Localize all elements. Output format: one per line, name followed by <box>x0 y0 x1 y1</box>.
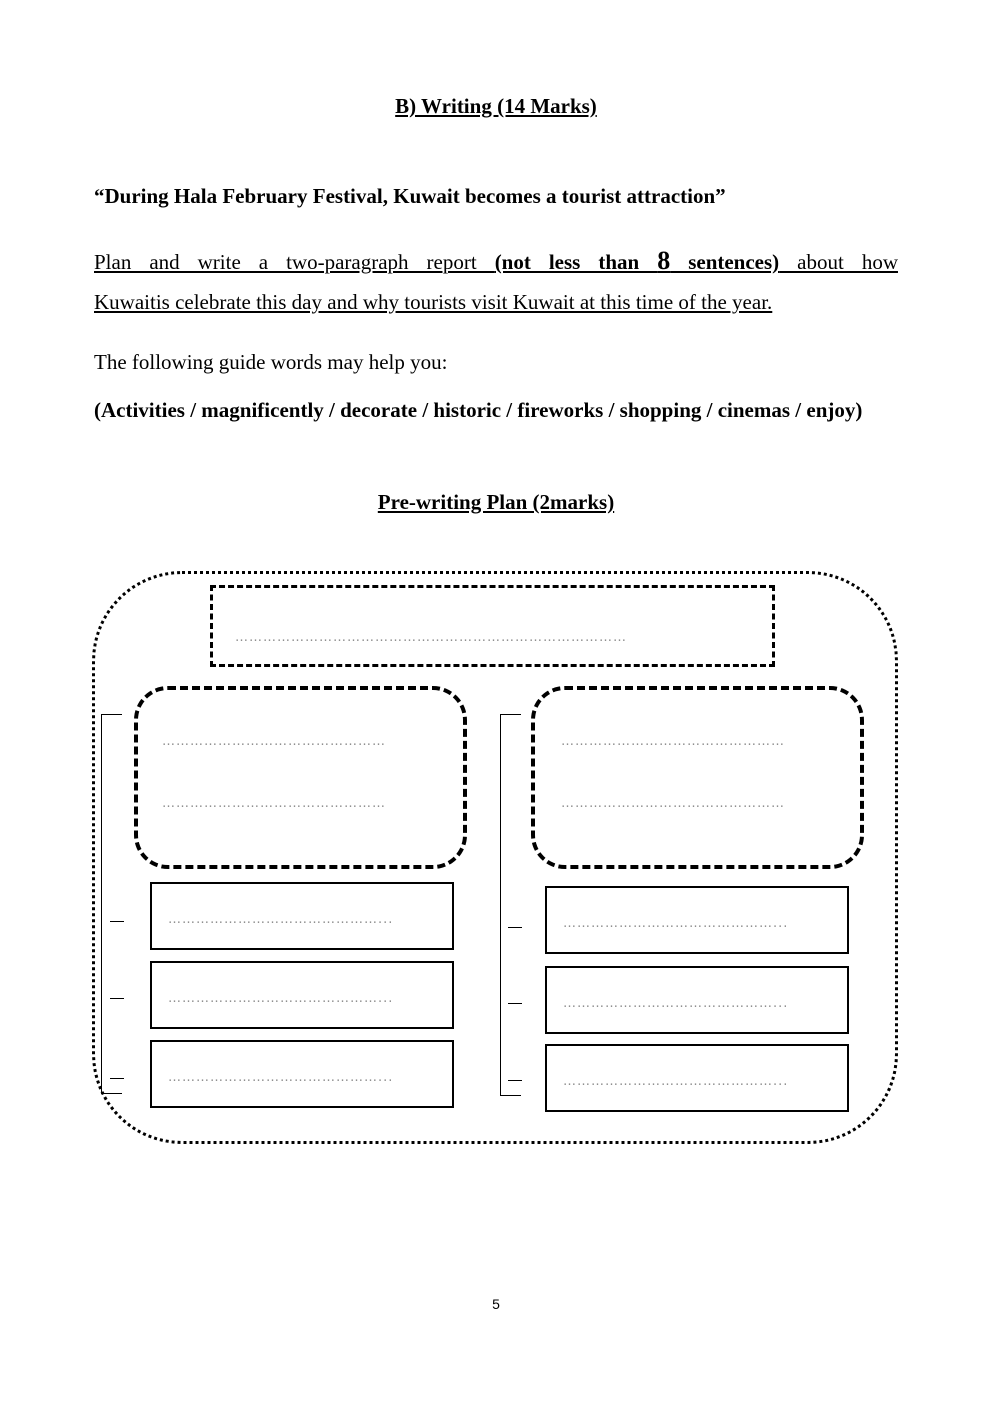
task-bold-suffix: sentences) <box>670 250 780 274</box>
left-detail-box-3[interactable] <box>150 1040 454 1108</box>
prompt-quote: “During Hala February Festival, Kuwait becomes a tourist attraction” <box>94 184 726 208</box>
section-title: B) Writing (14 Marks) <box>395 94 597 118</box>
right-detail-box-3[interactable] <box>545 1044 849 1112</box>
task-bold-prefix: (not less than <box>494 250 658 274</box>
task-instruction-line-1 <box>94 246 898 276</box>
left-detail-box-1[interactable] <box>150 882 454 950</box>
right-detail-box-1[interactable] <box>545 886 849 954</box>
right-para-dots-1: ………………………………………… <box>561 734 785 749</box>
right-detail-box-2[interactable] <box>545 966 849 1034</box>
page-number: 5 <box>492 1296 500 1312</box>
right-paragraph-box[interactable] <box>531 686 864 869</box>
right-tick-3 <box>508 1080 522 1081</box>
topic-dots: ………………………………………………………………………… <box>235 630 627 645</box>
guide-words: (Activities / magnificently / decorate / historic / fireworks / shopping / cinemas / enjoy) <box>94 398 863 422</box>
right-detail-dots-3: ………………………………………... <box>563 1074 789 1089</box>
left-tick-2 <box>110 998 124 999</box>
plan-title: Pre-writing Plan (2marks) <box>377 490 615 514</box>
left-para-dots-1: ………………………………………… <box>162 734 386 749</box>
left-para-dots-2: ………………………………………… <box>162 796 386 811</box>
left-paragraph-box[interactable] <box>134 686 467 869</box>
task-bold-requirement <box>494 246 780 275</box>
task-part-1: Plan and write a two-paragraph report <box>94 250 495 274</box>
right-detail-dots-1: ………………………………………... <box>563 916 789 931</box>
right-detail-dots-2: ………………………………………... <box>563 996 789 1011</box>
right-tick-1 <box>508 927 522 928</box>
right-tick-2 <box>508 1003 522 1004</box>
task-instruction-line-2: Kuwaitis celebrate this day and why tourists visit Kuwait at this time of the year. <box>94 290 773 314</box>
left-detail-dots-2: ………………………………………... <box>168 991 394 1006</box>
task-part-2: about how <box>779 250 898 274</box>
task-sentence-count: 8 <box>657 246 671 275</box>
right-para-dots-2: ………………………………………… <box>561 796 785 811</box>
left-tick-1 <box>110 921 124 922</box>
left-detail-dots-3: ………………………………………... <box>168 1070 394 1085</box>
left-bracket <box>101 714 122 1094</box>
left-detail-dots-1: ………………………………………... <box>168 912 394 927</box>
left-tick-3 <box>110 1078 124 1079</box>
right-bracket <box>500 714 521 1096</box>
guide-intro: The following guide words may help you: <box>94 350 448 374</box>
left-detail-box-2[interactable] <box>150 961 454 1029</box>
topic-box[interactable] <box>210 585 775 667</box>
